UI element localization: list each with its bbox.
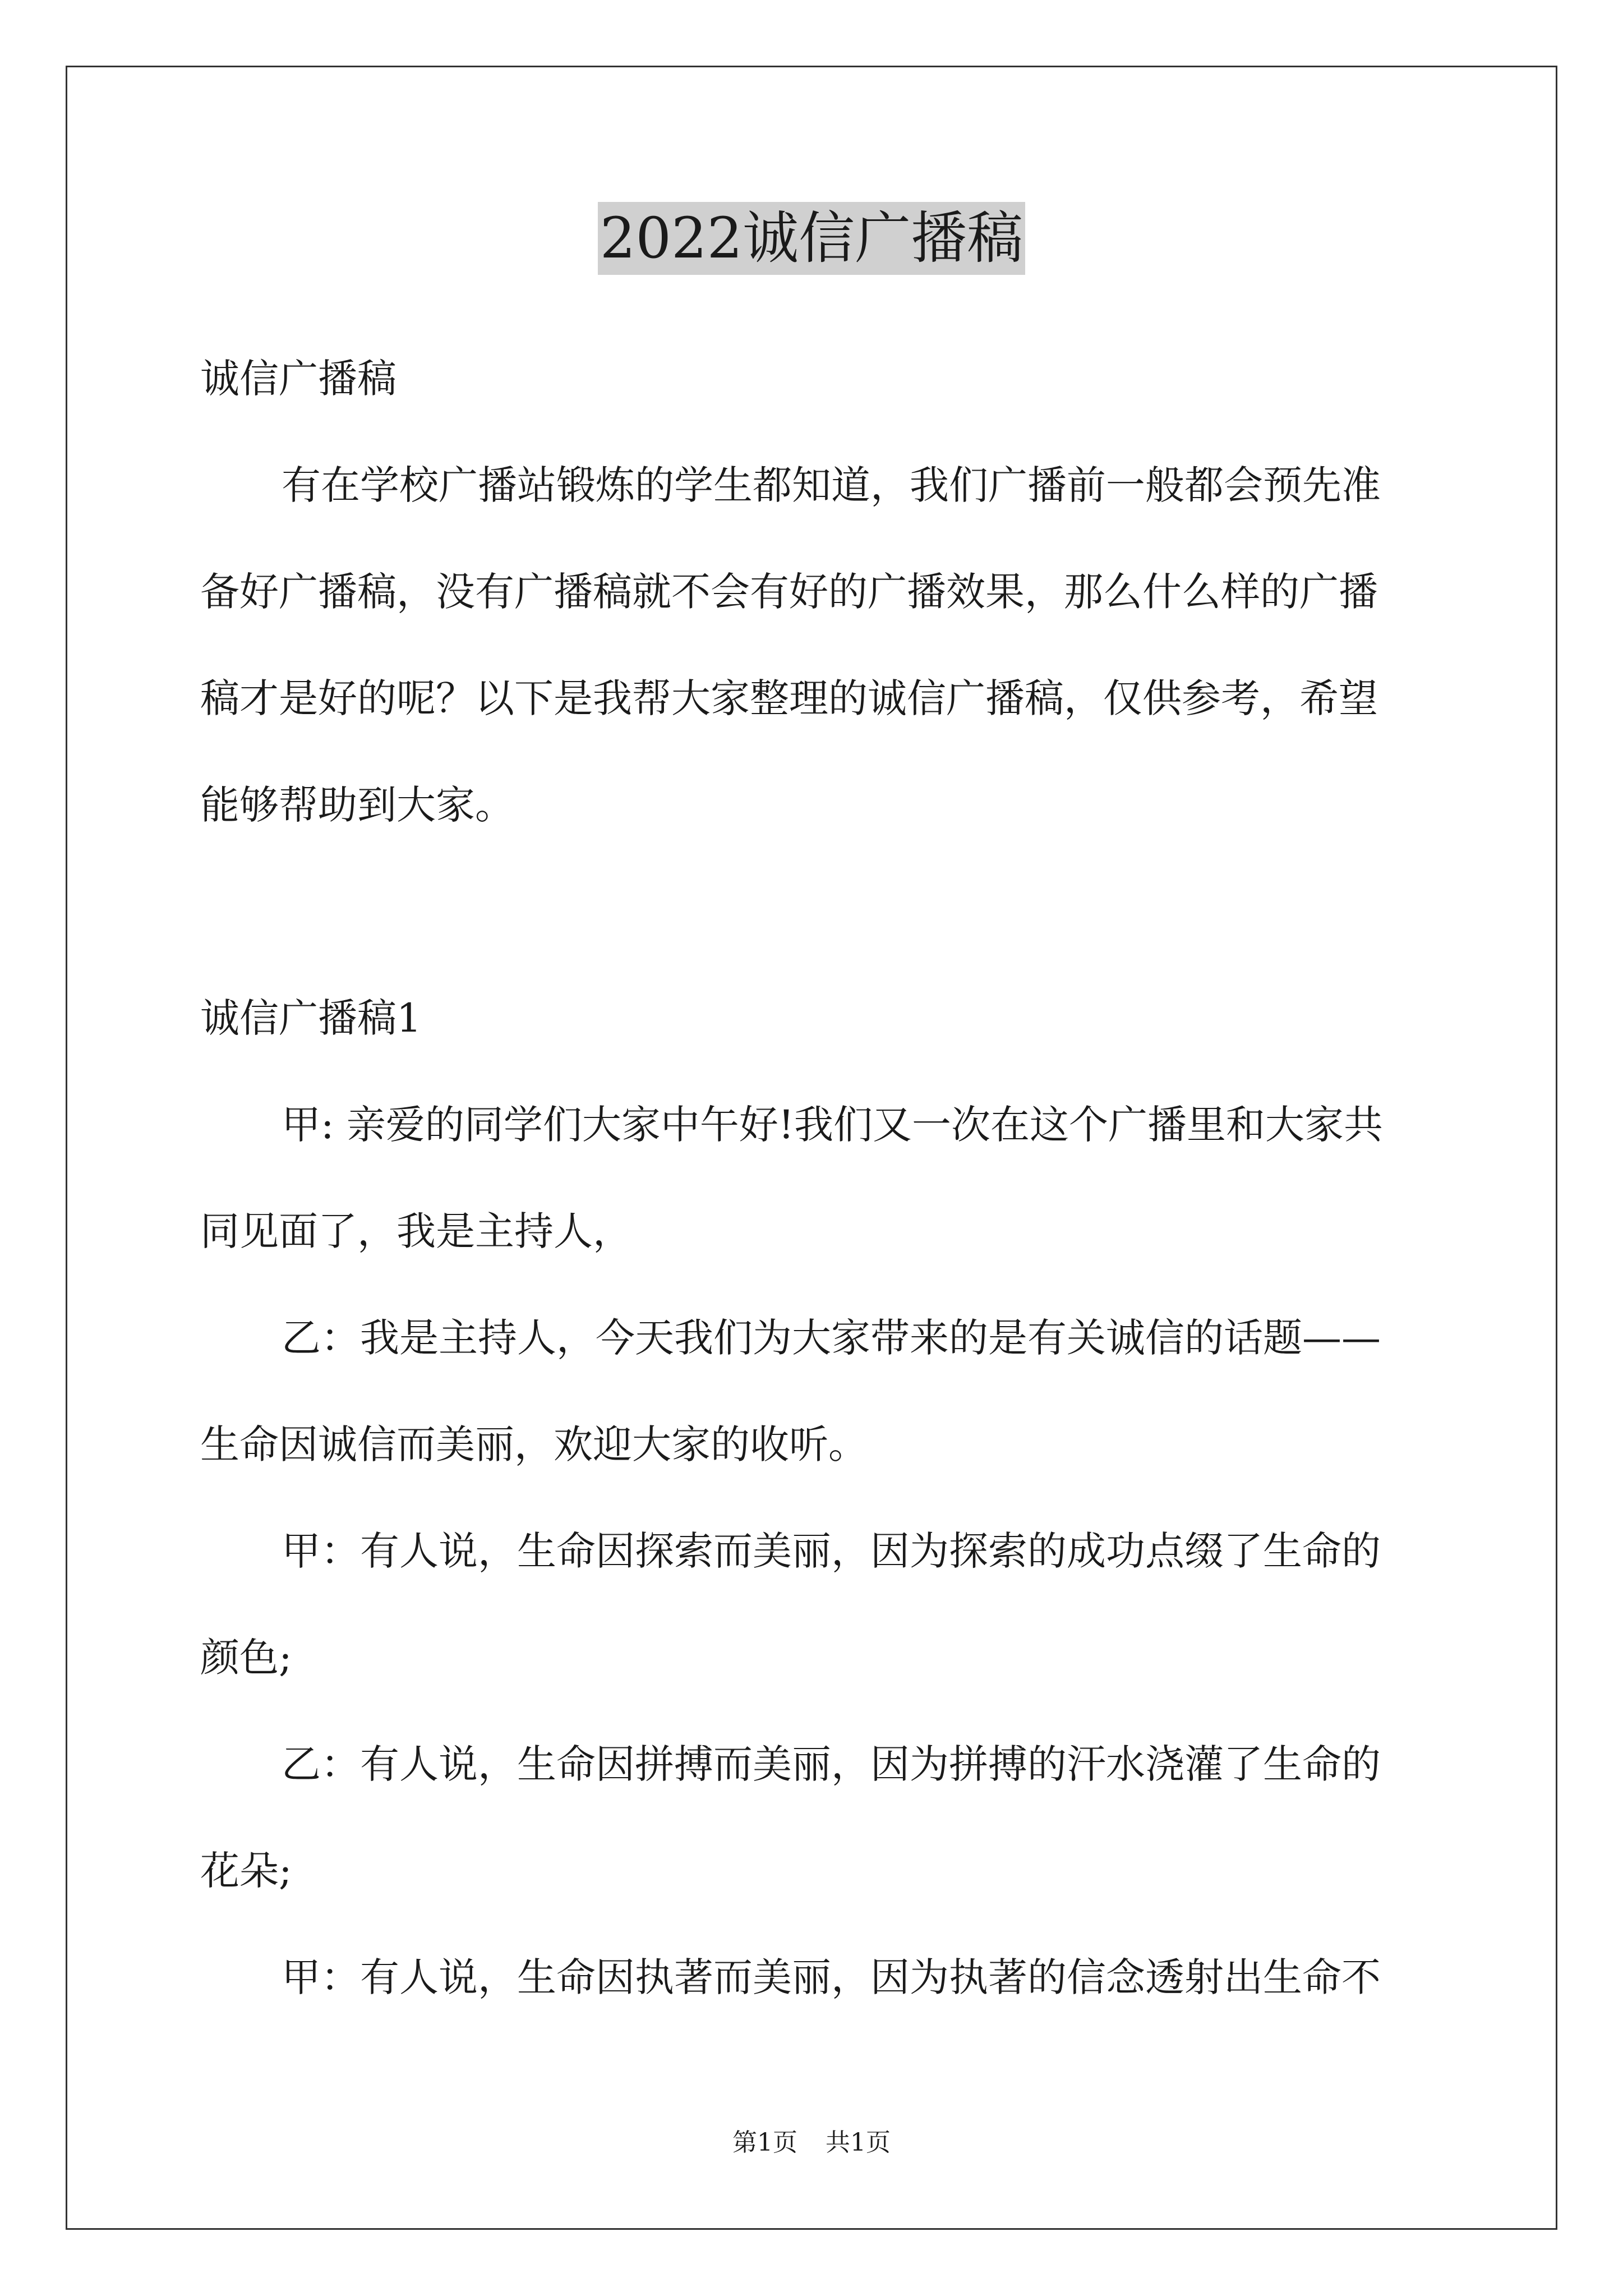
paragraph-line: 甲：有人说，生命因执著而美丽，因为执著的信念透射出生命不 xyxy=(282,1954,1381,2000)
paragraph-line: 备好广播稿，没有广播稿就不会有好的广播效果，那么什么样的广播 xyxy=(200,569,1378,615)
document-title: 2022诚信广播稿 xyxy=(598,202,1026,275)
page-footer xyxy=(0,2126,1623,2160)
paragraph-line: 颜色; xyxy=(200,1635,292,1681)
section-heading: 诚信广播稿1 xyxy=(200,995,422,1041)
paragraph-line: 乙：有人说，生命因拼搏而美丽，因为拼搏的汗水浇灌了生命的 xyxy=(282,1741,1381,1787)
page-number: 第1页 xyxy=(732,2128,797,2157)
paragraph-line: 乙：我是主持人，今天我们为大家带来的是有关诚信的话题—— xyxy=(282,1315,1381,1361)
paragraph-line: 有在学校广播站锻炼的学生都知道，我们广播前一般都会预先准 xyxy=(282,462,1381,508)
paragraph-line: 能够帮助到大家。 xyxy=(200,782,514,828)
title-container xyxy=(0,202,1623,275)
paragraph-line: 花朵; xyxy=(200,1848,292,1894)
paragraph-line: 生命因诚信而美丽，欢迎大家的收听。 xyxy=(200,1421,868,1467)
paragraph-line: 同见面了，我是主持人， xyxy=(200,1208,632,1254)
page-total: 共1页 xyxy=(826,2128,891,2157)
paragraph-line: 甲: 亲爱的同学们大家中午好!我们又一次在这个广播里和大家共 xyxy=(282,1102,1383,1148)
section-heading: 诚信广播稿 xyxy=(200,356,396,402)
document-body xyxy=(200,325,1423,2031)
paragraph-line: 甲：有人说，生命因探索而美丽，因为探索的成功点缀了生命的 xyxy=(282,1528,1381,1574)
paragraph-line: 稿才是好的呢？以下是我帮大家整理的诚信广播稿，仅供参考，希望 xyxy=(200,675,1378,721)
